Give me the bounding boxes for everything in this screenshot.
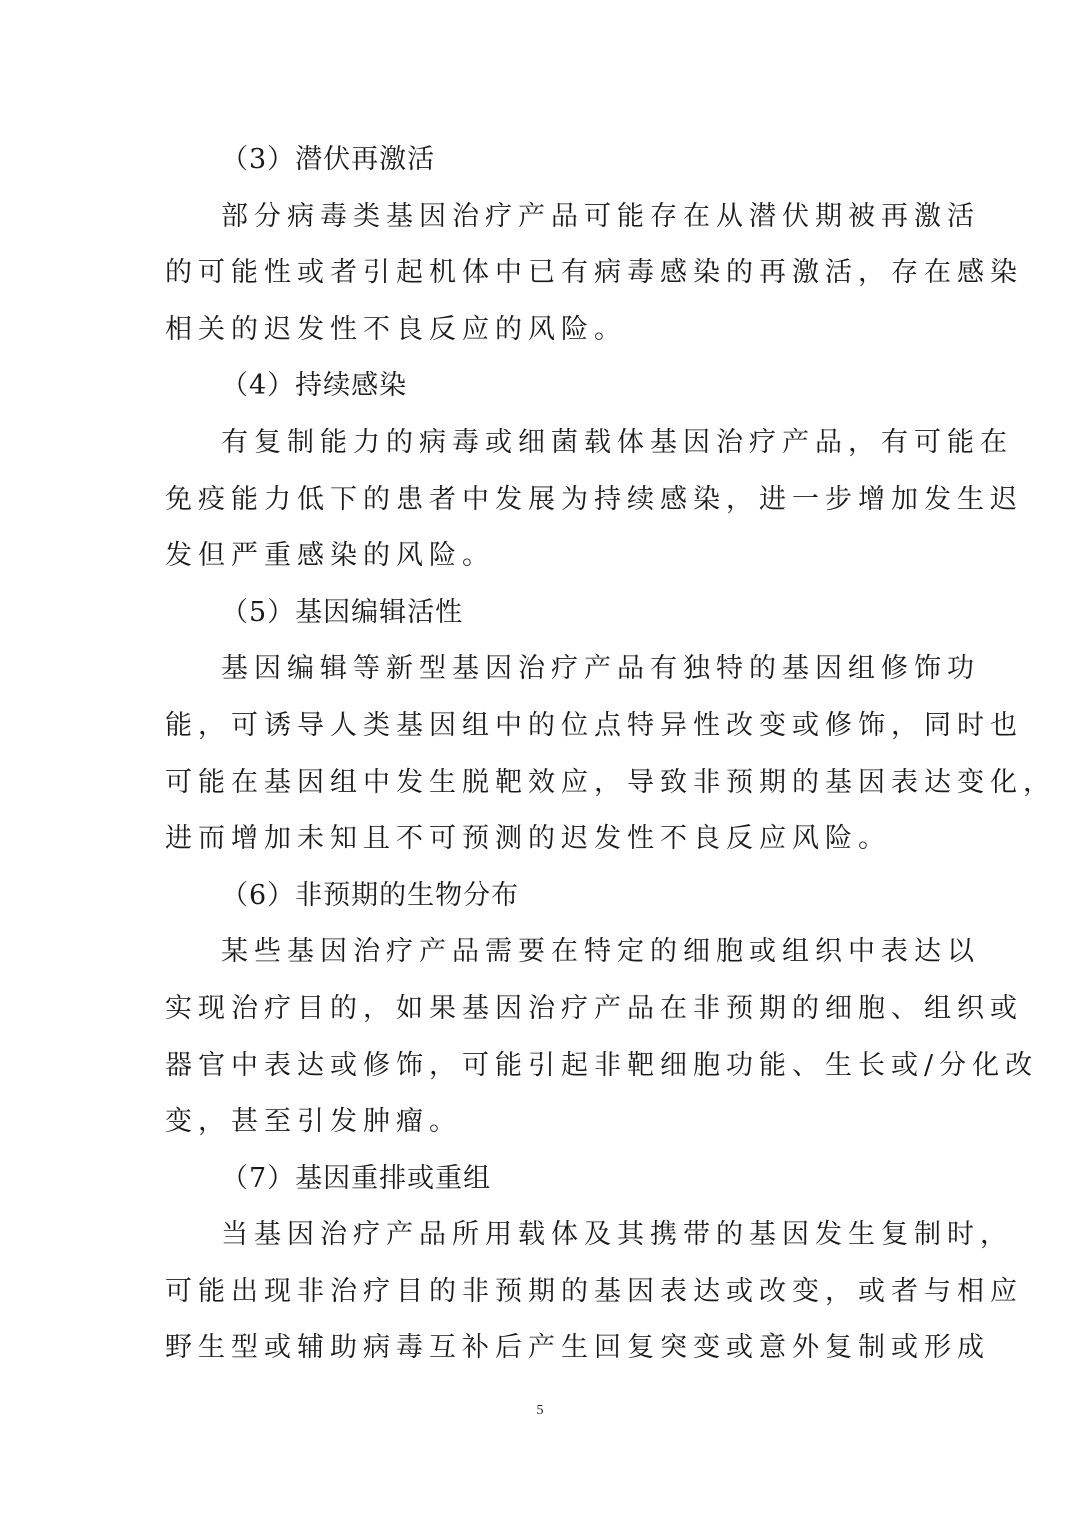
section-heading: （4）持续感染 [221, 370, 408, 402]
paragraph-line: 可能在基因组中发生脱靶效应，导致非预期的基因表达变化， [165, 766, 1056, 798]
paragraph-line: 相关的迟发性不良反应的风险。 [165, 313, 627, 345]
paragraph [165, 641, 1056, 867]
paragraph-line: 当基因治疗产品所用载体及其携带的基因发生复制时， [221, 1219, 1013, 1251]
document-body [165, 132, 1056, 1377]
paragraph-line: 能，可诱导人类基因组中的位点特异性改变或修饰，同时也 [165, 709, 1023, 741]
paragraph-line: 野生型或辅助病毒互补后产生回复突变或意外复制或形成 [165, 1332, 990, 1364]
paragraph-line: 基因编辑等新型基因治疗产品有独特的基因组修饰功 [221, 653, 980, 685]
section-heading: （7）基因重排或重组 [221, 1162, 492, 1194]
paragraph-line: 变，甚至引发肿瘤。 [165, 1106, 462, 1138]
paragraph-line: 某些基因治疗产品需要在特定的细胞或组织中表达以 [221, 936, 980, 968]
section-heading: （6）非预期的生物分布 [221, 879, 520, 911]
paragraph-line: 器官中表达或修饰，可能引起非靶细胞功能、生长或/分化改 [165, 1049, 1039, 1081]
paragraph [165, 189, 1023, 359]
paragraph-line: 进而增加未知且不可预测的迟发性不良反应风险。 [165, 823, 891, 855]
page-number: 5 [536, 1403, 544, 1418]
paragraph-line: 发但严重感染的风险。 [165, 540, 495, 572]
paragraph-line: 实现治疗目的，如果基因治疗产品在非预期的细胞、组织或 [165, 992, 1023, 1024]
paragraph-line: 免疫能力低下的患者中发展为持续感染，进一步增加发生迟 [165, 483, 1023, 515]
section-heading: （5）基因编辑活性 [221, 596, 464, 628]
paragraph [165, 924, 1039, 1150]
paragraph-line: 部分病毒类基因治疗产品可能存在从潜伏期被再激活 [221, 200, 980, 232]
paragraph [165, 1207, 1023, 1377]
paragraph [165, 415, 1023, 585]
section-heading: （3）潜伏再激活 [221, 144, 436, 175]
paragraph-line: 有复制能力的病毒或细菌载体基因治疗产品，有可能在 [221, 426, 1013, 458]
paragraph-line: 可能出现非治疗目的非预期的基因表达或改变，或者与相应 [165, 1275, 1023, 1307]
paragraph-line: 的可能性或者引起机体中已有病毒感染的再激活，存在感染 [165, 257, 1023, 289]
